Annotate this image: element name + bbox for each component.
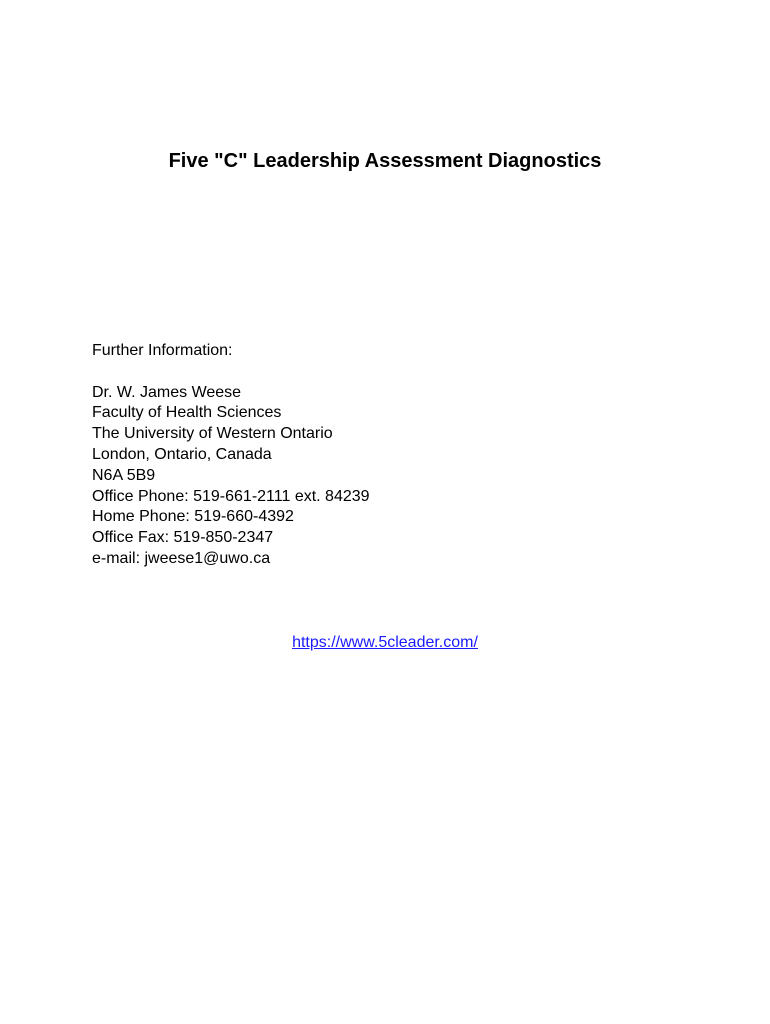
contact-email: e-mail: jweese1@uwo.ca [92, 549, 271, 567]
contact-postal-code: N6A 5B9 [92, 466, 156, 484]
document-title: Five "C" Leadership Assessment Diagnostics [168, 150, 602, 172]
contact-department: Faculty of Health Sciences [92, 404, 282, 422]
contact-office-fax: Office Fax: 519-850-2347 [92, 529, 274, 547]
website-link[interactable]: https://www.5cleader.com/ [292, 634, 478, 651]
further-info-label: Further Information: [92, 342, 233, 359]
contact-home-phone: Home Phone: 519-660-4392 [92, 508, 294, 526]
contact-university: The University of Western Ontario [92, 425, 333, 443]
contact-name: Dr. W. James Weese [92, 383, 242, 401]
contact-info-block [92, 341, 370, 570]
contact-city: London, Ontario, Canada [92, 445, 272, 463]
website-link-container [0, 633, 770, 653]
contact-office-phone: Office Phone: 519-661-2111 ext. 84239 [92, 487, 370, 505]
spacer [92, 362, 370, 383]
